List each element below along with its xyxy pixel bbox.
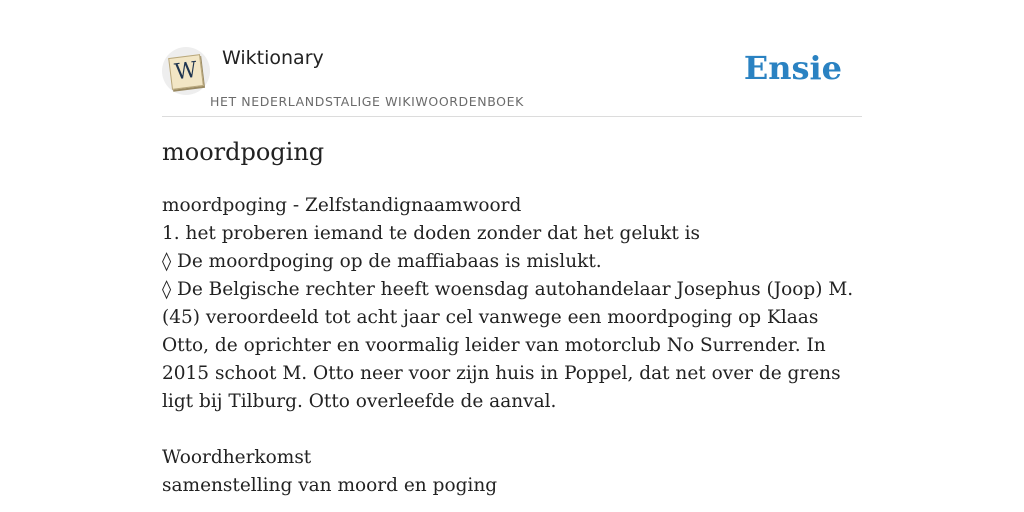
etymology-heading: Woordherkomst [162, 447, 312, 468]
word-class-line: moordpoging - Zelfstandignaamwoord [162, 195, 522, 216]
example-sentence-1: ◊ De moordpoging op de maffiabaas is mislukt. [162, 251, 602, 272]
example-sentence-2: ◊ De Belgische rechter heeft woensdag autohandelaar Josephus (Joop) M. (45) veroordeeld tot acht jaar cel vanwege een moordpoging op Klaas Otto, de oprichter en voormalig leider van motorclub No Surrender. In 2015 schoot M. Otto neer voor zijn huis in Poppel, dat net over de grens ligt bij Tilburg. Otto overleefde de aanval. [162, 279, 854, 412]
definition: 1. het proberen iemand te doden zonder dat het gelukt is [162, 223, 701, 244]
wiktionary-logo-tile: W [168, 54, 204, 90]
page-title: moordpoging [162, 138, 325, 166]
ensie-brand-logo[interactable]: Ensie [743, 49, 842, 87]
site-subtitle: HET NEDERLANDSTALIGE WIKIWOORDENBOEK [210, 94, 524, 109]
wiktionary-logo[interactable] [162, 47, 210, 95]
site-name[interactable]: Wiktionary [222, 47, 324, 69]
entry-content [162, 192, 862, 500]
site-header [162, 44, 862, 117]
section-spacer [162, 416, 862, 444]
etymology-text: samenstelling van moord en poging [162, 475, 498, 496]
